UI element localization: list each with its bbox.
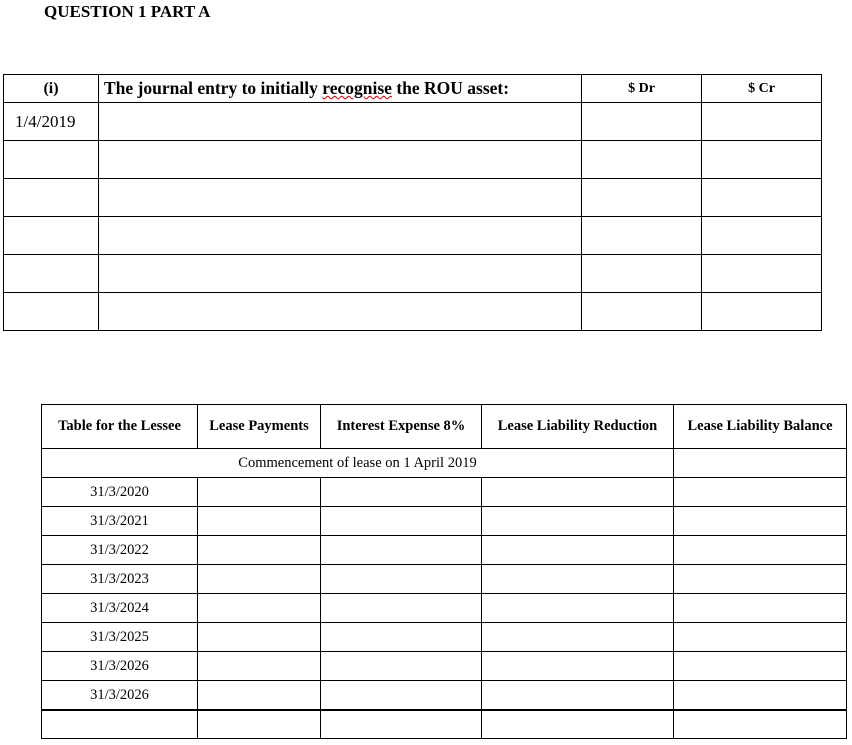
journal-entry-table <box>3 74 822 331</box>
journal-credit-cell[interactable] <box>702 255 822 293</box>
liability-balance-cell[interactable] <box>674 565 847 594</box>
journal-row <box>4 255 822 293</box>
year-end-date: 31/3/2020 <box>42 478 198 507</box>
liability-reduction-cell[interactable] <box>482 594 674 623</box>
journal-header-row <box>4 75 822 103</box>
journal-credit-cell[interactable] <box>702 217 822 255</box>
lessee-header-row <box>42 405 847 449</box>
liability-reduction-cell[interactable] <box>482 507 674 536</box>
lessee-header-interest-expense: Interest Expense 8% <box>321 405 482 449</box>
lessee-year-row <box>42 565 847 594</box>
liability-balance-cell[interactable] <box>674 594 847 623</box>
year-end-date: 31/3/2021 <box>42 507 198 536</box>
lease-payment-cell[interactable] <box>198 478 321 507</box>
lessee-year-row <box>42 652 847 681</box>
liability-balance-cell[interactable] <box>674 623 847 652</box>
liability-reduction-cell[interactable] <box>482 652 674 681</box>
journal-debit-cell[interactable] <box>582 217 702 255</box>
journal-debit-cell[interactable] <box>582 103 702 141</box>
interest-expense-cell[interactable] <box>321 652 482 681</box>
total-liability-balance-cell[interactable] <box>674 710 847 739</box>
lessee-table <box>41 404 847 739</box>
page-heading: QUESTION 1 PART A <box>44 2 211 21</box>
journal-account-cell[interactable] <box>99 255 582 293</box>
journal-credit-cell[interactable] <box>702 103 822 141</box>
journal-account-cell[interactable] <box>99 179 582 217</box>
total-label-cell[interactable] <box>42 710 198 739</box>
commencement-row <box>42 449 847 478</box>
lease-payment-cell[interactable] <box>198 536 321 565</box>
liability-reduction-cell[interactable] <box>482 536 674 565</box>
total-interest-expense-cell[interactable] <box>321 710 482 739</box>
lease-payment-cell[interactable] <box>198 594 321 623</box>
lessee-year-row <box>42 623 847 652</box>
year-end-date: 31/3/2024 <box>42 594 198 623</box>
journal-credit-cell[interactable] <box>702 293 822 331</box>
liability-reduction-cell[interactable] <box>482 478 674 507</box>
liability-balance-cell[interactable] <box>674 681 847 711</box>
credit-header: $ Cr <box>702 75 822 103</box>
lessee-year-row <box>42 536 847 565</box>
journal-row <box>4 293 822 331</box>
liability-reduction-cell[interactable] <box>482 565 674 594</box>
lessee-year-row <box>42 507 847 536</box>
journal-title-start: The journal entry to initially <box>104 78 323 98</box>
interest-expense-cell[interactable] <box>321 565 482 594</box>
lease-payment-cell[interactable] <box>198 652 321 681</box>
lease-payment-cell[interactable] <box>198 681 321 711</box>
lessee-year-row <box>42 594 847 623</box>
liability-reduction-cell[interactable] <box>482 681 674 711</box>
journal-date-cell[interactable] <box>4 141 99 179</box>
total-lease-payments-cell[interactable] <box>198 710 321 739</box>
journal-debit-cell[interactable] <box>582 293 702 331</box>
lessee-header-liability-balance: Lease Liability Balance <box>674 405 847 449</box>
liability-reduction-cell[interactable] <box>482 623 674 652</box>
liability-balance-cell[interactable] <box>674 652 847 681</box>
journal-date-cell[interactable]: 1/4/2019 <box>4 103 99 141</box>
year-end-date: 31/3/2026 <box>42 681 198 711</box>
journal-account-cell[interactable] <box>99 217 582 255</box>
journal-account-cell[interactable] <box>99 103 582 141</box>
interest-expense-cell[interactable] <box>321 507 482 536</box>
year-end-date: 31/3/2022 <box>42 536 198 565</box>
journal-account-cell[interactable] <box>99 141 582 179</box>
journal-date-cell[interactable] <box>4 179 99 217</box>
journal-debit-cell[interactable] <box>582 179 702 217</box>
liability-balance-cell[interactable] <box>674 536 847 565</box>
journal-row <box>4 141 822 179</box>
journal-row <box>4 103 822 141</box>
journal-number: (i) <box>43 79 59 97</box>
journal-title-cell <box>99 75 582 103</box>
journal-date-cell[interactable] <box>4 293 99 331</box>
lessee-header-table-for: Table for the Lessee <box>42 405 198 449</box>
interest-expense-cell[interactable] <box>321 536 482 565</box>
total-liability-reduction-cell[interactable] <box>482 710 674 739</box>
year-end-date: 31/3/2023 <box>42 565 198 594</box>
journal-debit-cell[interactable] <box>582 141 702 179</box>
lessee-header-lease-payments: Lease Payments <box>198 405 321 449</box>
journal-title-end: the ROU asset: <box>391 78 510 98</box>
year-end-date: 31/3/2026 <box>42 652 198 681</box>
liability-balance-cell[interactable] <box>674 478 847 507</box>
lease-payment-cell[interactable] <box>198 565 321 594</box>
lessee-total-row <box>42 710 847 739</box>
journal-debit-cell[interactable] <box>582 255 702 293</box>
interest-expense-cell[interactable] <box>321 681 482 711</box>
interest-expense-cell[interactable] <box>321 623 482 652</box>
journal-date-cell[interactable] <box>4 217 99 255</box>
journal-credit-cell[interactable] <box>702 179 822 217</box>
lease-payment-cell[interactable] <box>198 623 321 652</box>
lessee-year-row <box>42 681 847 711</box>
liability-balance-cell[interactable] <box>674 507 847 536</box>
commencement-label: Commencement of lease on 1 April 2019 <box>42 449 674 478</box>
year-end-date: 31/3/2025 <box>42 623 198 652</box>
journal-row <box>4 217 822 255</box>
spellcheck-word: recognise <box>322 78 392 98</box>
journal-number-cell <box>4 75 99 103</box>
opening-balance-cell[interactable] <box>674 449 847 478</box>
lessee-year-row <box>42 478 847 507</box>
journal-account-cell[interactable] <box>99 293 582 331</box>
interest-expense-cell[interactable] <box>321 478 482 507</box>
journal-title <box>99 78 509 98</box>
journal-credit-cell[interactable] <box>702 141 822 179</box>
journal-date-cell[interactable] <box>4 255 99 293</box>
interest-expense-cell[interactable] <box>321 594 482 623</box>
lessee-header-liability-reduction: Lease Liability Reduction <box>482 405 674 449</box>
journal-row <box>4 179 822 217</box>
debit-header: $ Dr <box>582 75 702 103</box>
lease-payment-cell[interactable] <box>198 507 321 536</box>
